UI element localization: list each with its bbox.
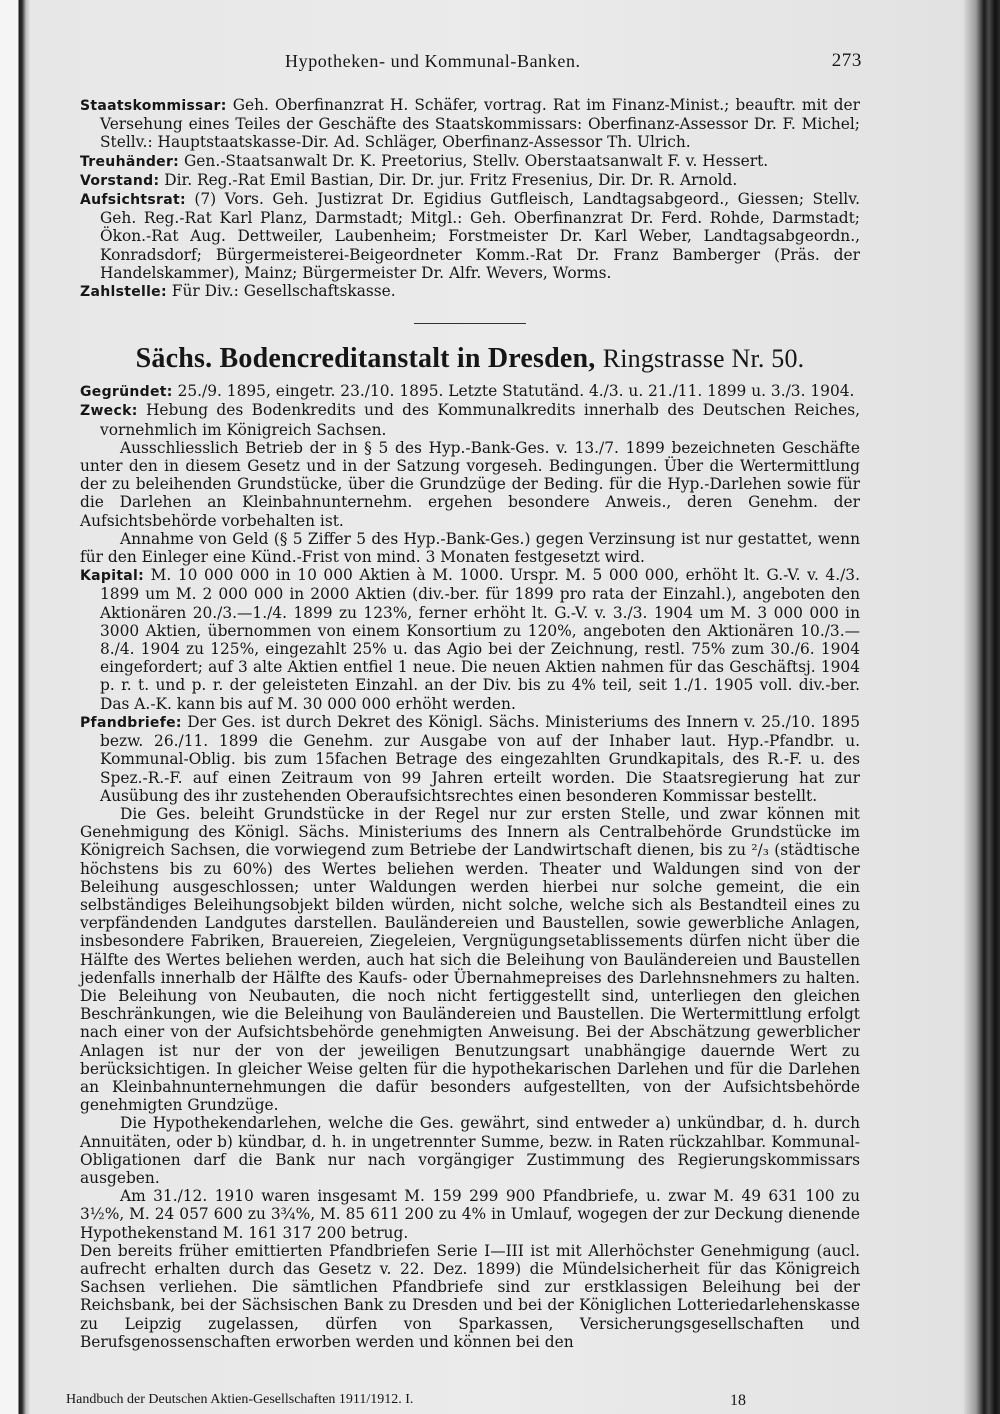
zweck-paragraph-2: Ausschliesslich Betrieb der in § 5 des Hyp.-Bank-Ges. v. 13./7. 1899 bezeichneten Geschäfte unter den in diesem Gesetz und in der Satzung vorgeseh. Bedingungen. Über die Wertermittlung der zu beleihenden Grundstücke, über die Grundzüge der Beding. für die Hyp.-Darlehen sowie für die Darlehen an Kleinbahnunternehm. ergehen besondere Anweis., deren Genehm. der Aufsichtsbehörde vorbehalten ist.: [80, 438, 860, 530]
company-heading: [80, 342, 860, 376]
company-name: Sächs. Bodencreditanstalt in Dresden,: [135, 343, 596, 375]
section-kapital: [80, 566, 860, 713]
right-binding-edge: [964, 0, 1000, 1414]
label-aufsichtsrat: Aufsichtsrat:: [80, 192, 186, 209]
pfandbriefe-paragraph-3: Die Hypothekendarlehen, welche die Ges. gewährt, sind entweder a) unkündbar, d. h. durch Annuitäten, oder b) kündbar, d. h. in ungetrennter Summe, bezw. in Raten rückzahlbar. Kommunal-Obligationen darf die Bank nur nach vorgängiger Zustimmung des Regierungskommissars ausgeben.: [80, 1114, 860, 1187]
text-kapital: M. 10 000 000 in 10 000 Aktien à M. 1000. Urspr. M. 5 000 000, erhöht lt. G.-V. v. 4./3. 1899 um M. 2 000 000 in 2000 Aktien (div.-ber. für 1899 pro rata der Einzahl.), angeboten den Aktionären 20./3.—1./4. 1899 zu 123%, ferner erhöht lt. G.-V. v. 3./3. 1904 um M. 3 000 000 in 3000 Aktien, übernommen von einem Konsortium zu 120%, angeboten den Aktionären 10./3.—8./4. 1904 zu 125%, eingezahlt 25% u. das Agio bei der Zeichnung, restl. 75% zum 30./6. 1904 eingefordert; auf 3 alte Aktien entfiel 1 neue. Die neuen Aktien nahmen für das Geschäftsj. 1904 p. r. t. und p. r. der geleisteten Einzahl. an der Div. bis zu 4% teil, seit 1./1. 1905 voll. div.-ber. Das A.-K. kann bis auf M. 30 000 000 erhöht werden.: [100, 566, 860, 713]
entry-aufsichtsrat: [80, 190, 860, 282]
label-gegruendet: Gegründet:: [80, 384, 173, 401]
label-pfandbriefe: Pfandbriefe:: [80, 714, 182, 731]
label-zweck: Zweck:: [80, 403, 138, 420]
page-footer: [66, 1392, 886, 1412]
zweck-paragraph-3: Annahme von Geld (§ 5 Ziffer 5 des Hyp.-Bank-Ges.) gegen Verzinsung ist nur gestattet, wenn für den Einleger eine Künd.-Frist von mind. 3 Monaten festgesetzt wird.: [80, 529, 860, 567]
label-zahlstelle: Zahlstelle:: [80, 284, 167, 301]
entry-vorstand: [80, 171, 860, 190]
running-title: Hypotheken- und Kommunal-Banken.: [285, 51, 581, 71]
entry-zahlstelle: [80, 282, 860, 301]
page-number: 273: [831, 50, 862, 71]
text-pfandbriefe: Der Ges. ist durch Dekret des Königl. Sächs. Ministeriums des Innern v. 25./10. 1895 bezw. 26./11. 1899 die Genehm. zur Ausgabe von auf der Inhaber laut. Hyp.-Pfandbr. u. Kommunal-Oblig. bis zum 15fachen Betrage des eingezahlten Grundkapitals, des R.-F. u. des Spez.-R.-F. auf einen Zeitraum von 99 Jahren erteilt worden. Die Staatsregierung hat zur Ausübung des ihr zustehenden Oberaufsichtsrechtes einen besonderen Kommissar bestellt.: [100, 712, 860, 805]
running-head: [80, 44, 860, 74]
separator-rule: [414, 323, 526, 324]
text-treuhaender: Gen.-Staatsanwalt Dr. K. Preetorius, Stellv. Oberstaatsanwalt F. v. Hessert.: [184, 151, 769, 170]
pfandbriefe-paragraph-2: Die Ges. beleiht Grundstücke in der Regel nur zur ersten Stelle, und zwar können mit Genehmigung des Königl. Sächs. Ministeriums des Innern als Centralbehörde Grundstücke im Königreich Sachsen, die vorwiegend zum Betriebe der Landwirtschaft dienen, bis zu ²/₃ (städtische höchstens bis zu 60%) des Wertes beliehen werden. Theater und Waldungen sind von der Beleihung ausgeschlossen; unter Waldungen werden hierbei nur solche gemeint, die ein selbständiges Beleihungsobjekt bilden würden, nicht solche, welche sich als Bestandteil eines zu verpfändenden Landgutes darstellen. Bauländereien und Baustellen, sowie gewerbliche Anlagen, insbesondere Fabriken, Brauereien, Ziegeleien, Vergnügungsetablissements dürfen nicht über die Hälfte des Wertes beliehen werden, auch hat sich die Beleihung von Bauländereien und Baustellen jedenfalls innerhalb der Hälfte des Kaufs- oder Übernahmepreises des Darlehnsnehmers zu halten. Die Beleihung von Neubauten, die noch nicht fertiggestellt sind, unterliegen den gleichen Beschränkungen, wie die Beleihung von Bauländereien und Baustellen. Die Wertermittlung erfolgt nach einer von der Aufsichtsbehörde genehmigten Anweisung. Bei der Abschätzung gewerblicher Anlagen ist nur der von der jeweiligen Benutzungsart unabhängige dauernde Wert zu berücksichtigen. In gleicher Weise gelten für die hypothekarischen Darlehen und für die Darlehen an Kleinbahnunternehmungen die dafür besonders aufgestellten, von der Aufsichtsbehörde genehmigten Grundzüge.: [80, 804, 860, 1115]
footer-book-title: Handbuch der Deutschen Aktien-Gesellschaften 1911/1912. I.: [66, 1392, 414, 1407]
text-staatskommissar: Geh. Oberfinanzrat H. Schäfer, vortrag. Rat im Finanz-Minist.; beauftr. mit der Versehung eines Teiles der Geschäfte des Staatskommissars: Oberfinanz-Assessor Dr. F. Michel; Stellv.: Hauptstaatskasse-Dir. Ad. Schläger, Oberfinanz-Assessor Th. Ulrich.: [100, 96, 860, 152]
label-vorstand: Vorstand:: [80, 172, 160, 189]
pfandbriefe-paragraph-4: Am 31./12. 1910 waren insgesamt M. 159 299 900 Pfandbriefe, u. zwar M. 49 631 100 zu 3½%, M. 24 057 600 zu 3¾%, M. 85 611 200 zu 4% in Umlauf, wogegen der zur Deckung dienende Hypothekenstand M. 161 317 200 betrug.: [80, 1187, 860, 1242]
text-zahlstelle: Für Div.: Gesellschaftskasse.: [171, 282, 396, 301]
entry-staatskommissar: [80, 96, 860, 152]
section-zweck: [80, 401, 860, 438]
page-content: [80, 44, 860, 1351]
text-gegruendet: 25./9. 1895, eingetr. 23./10. 1895. Letzte Statutänd. 4./3. u. 21./11. 1899 u. 3./3. 1904.: [177, 382, 855, 401]
text-vorstand: Dir. Reg.-Rat Emil Bastian, Dir. Dr. jur. Fritz Fresenius, Dir. Dr. R. Arnold.: [164, 170, 738, 189]
label-treuhaender: Treuhänder:: [80, 153, 180, 170]
section-pfandbriefe: [80, 713, 860, 805]
left-binding-edge: [0, 0, 30, 1414]
label-staatskommissar: Staatskommissar:: [80, 98, 227, 114]
label-kapital: Kapital:: [80, 568, 145, 585]
pfandbriefe-paragraph-5: Den bereits früher emittierten Pfandbriefen Serie I—III ist mit Allerhöchster Genehmigung (aucl. aufrecht erhalten durch das Gesetz v. 22. Dez. 1899) die Mündelsicherheit für das Königreich Sachsen verliehen. Die sämtlichen Pfandbriefe sind zur erstklassigen Beleihung bei der Reichsbank, bei der Sächsischen Bank zu Dresden und bei der Königlichen Lotteriedarlehenskasse zu Leipzig zugelassen, dürfen von Sparkassen, Versicherungsgesellschaften und Berufsgenossenschaften erworben werden und können bei den: [80, 1241, 860, 1351]
company-address: Ringstrasse Nr. 50.: [602, 344, 805, 374]
text-zweck: Hebung des Bodenkredits und des Kommunalkredits innerhalb des Deutschen Reiches, vornehmlich im Königreich Sachsen.: [100, 401, 860, 439]
entry-treuhaender: [80, 152, 860, 171]
section-gegruendet: [80, 382, 860, 401]
footer-signature: 18: [730, 1392, 746, 1409]
text-aufsichtsrat: (7) Vors. Geh. Justizrat Dr. Egidius Gutfleisch, Landtagsabgeord., Giessen; Stellv. Geh. Reg.-Rat Karl Planz, Darmstadt; Mitgl.: Geh. Oberfinanzrat Dr. Ferd. Rohde, Darmstadt; Ökon.-Rat Aug. Dettweiler, Laubenheim; Forstmeister Dr. Karl Weber, Landtagsabgeordn., Konradsdorf; Bürgermeisterei-Beigeordneter Komm.-Rat Dr. Franz Bamberger (Präs. der Handelskammer), Mainz; Bürgermeister Dr. Alfr. Wevers, Worms.: [100, 190, 860, 282]
